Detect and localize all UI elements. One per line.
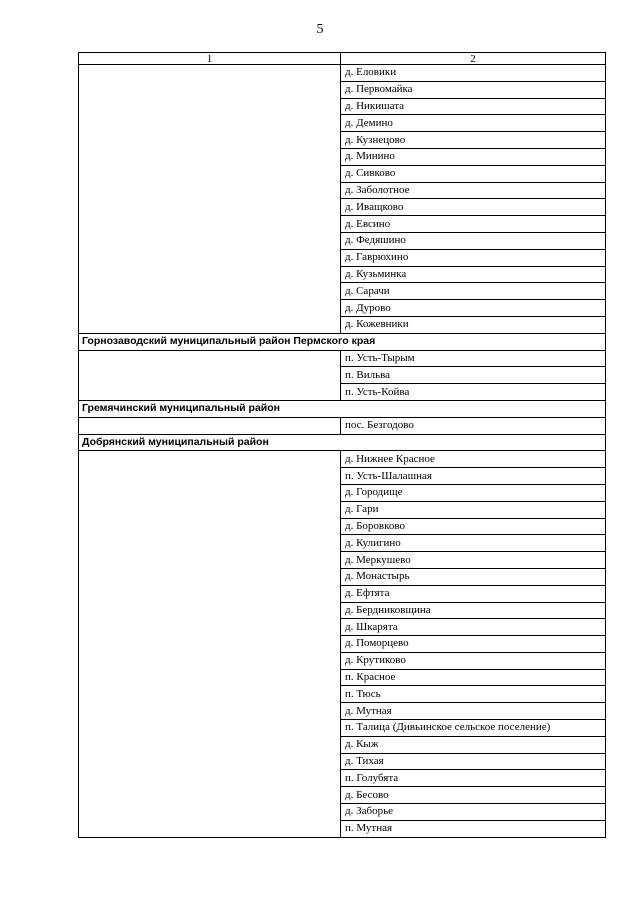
- settlement-cell: пос. Безгодово: [341, 417, 606, 434]
- district-header-row: [79, 434, 606, 451]
- settlement-cell: п. Мутная: [341, 820, 606, 837]
- settlement-cell: д. Демино: [341, 115, 606, 132]
- table-row: [79, 417, 606, 434]
- district-cell-empty: [79, 65, 341, 334]
- settlement-cell: д. Никишата: [341, 98, 606, 115]
- settlement-cell: д. Кыж: [341, 736, 606, 753]
- settlement-cell: д. Тихая: [341, 753, 606, 770]
- settlement-cell: д. Кузьминка: [341, 266, 606, 283]
- settlement-cell: д. Дурово: [341, 300, 606, 317]
- settlement-cell: п. Усть-Шалашная: [341, 468, 606, 485]
- settlement-cell: д. Сарачи: [341, 283, 606, 300]
- settlement-cell: д. Евсино: [341, 216, 606, 233]
- settlement-cell: п. Усть-Тырым: [341, 350, 606, 367]
- settlement-cell: д. Первомайка: [341, 81, 606, 98]
- settlement-cell: д. Нижнее Красное: [341, 451, 606, 468]
- district-title: Горнозаводский муниципальный район Пермского края: [79, 333, 606, 350]
- settlement-cell: д. Боровково: [341, 518, 606, 535]
- page-number: 5: [316, 22, 324, 37]
- district-title: Гремячинский муниципальный район: [79, 400, 606, 417]
- table-row: [79, 451, 606, 468]
- settlement-cell: д. Шкарята: [341, 619, 606, 636]
- settlement-cell: д. Монастырь: [341, 568, 606, 585]
- table-row: [79, 350, 606, 367]
- settlement-cell: п. Красное: [341, 669, 606, 686]
- table-row: [79, 65, 606, 82]
- settlement-cell: д. Сивково: [341, 165, 606, 182]
- district-cell-empty: [79, 350, 341, 400]
- settlement-cell: д. Меркушево: [341, 552, 606, 569]
- settlement-cell: д. Иващково: [341, 199, 606, 216]
- district-cell-empty: [79, 451, 341, 837]
- column-header-2: 2: [341, 53, 606, 65]
- district-title: Добрянский муниципальный район: [79, 434, 606, 451]
- settlement-cell: п. Голубята: [341, 770, 606, 787]
- table-header-row: [79, 53, 606, 65]
- district-header-row: [79, 333, 606, 350]
- settlement-cell: д. Поморцево: [341, 636, 606, 653]
- settlement-cell: п. Вильва: [341, 367, 606, 384]
- settlement-cell: д. Крутиково: [341, 652, 606, 669]
- settlement-cell: д. Ефтята: [341, 585, 606, 602]
- settlement-cell: д. Кузнецово: [341, 132, 606, 149]
- settlements-table: [78, 52, 606, 838]
- settlement-cell: д. Заборье: [341, 804, 606, 821]
- settlement-cell: д. Городище: [341, 484, 606, 501]
- settlement-cell: д. Федяшино: [341, 232, 606, 249]
- settlement-cell: д. Бесово: [341, 787, 606, 804]
- settlement-cell: п. Тюсь: [341, 686, 606, 703]
- district-header-row: [79, 400, 606, 417]
- settlement-cell: д. Мутная: [341, 703, 606, 720]
- settlement-cell: д. Минино: [341, 148, 606, 165]
- settlement-cell: п. Талица (Дивьинское сельское поселение): [341, 720, 606, 737]
- table-body: [79, 65, 606, 838]
- settlement-cell: д. Гари: [341, 501, 606, 518]
- district-cell-empty: [79, 417, 341, 434]
- column-header-1: 1: [79, 53, 341, 65]
- settlement-cell: д. Заболотное: [341, 182, 606, 199]
- settlement-cell: д. Кожевники: [341, 316, 606, 333]
- settlement-cell: д. Бердниковщина: [341, 602, 606, 619]
- settlement-cell: д. Гаврюхино: [341, 249, 606, 266]
- settlement-cell: д. Еловики: [341, 65, 606, 82]
- settlement-cell: д. Кулигино: [341, 535, 606, 552]
- settlement-cell: п. Усть-Койва: [341, 384, 606, 401]
